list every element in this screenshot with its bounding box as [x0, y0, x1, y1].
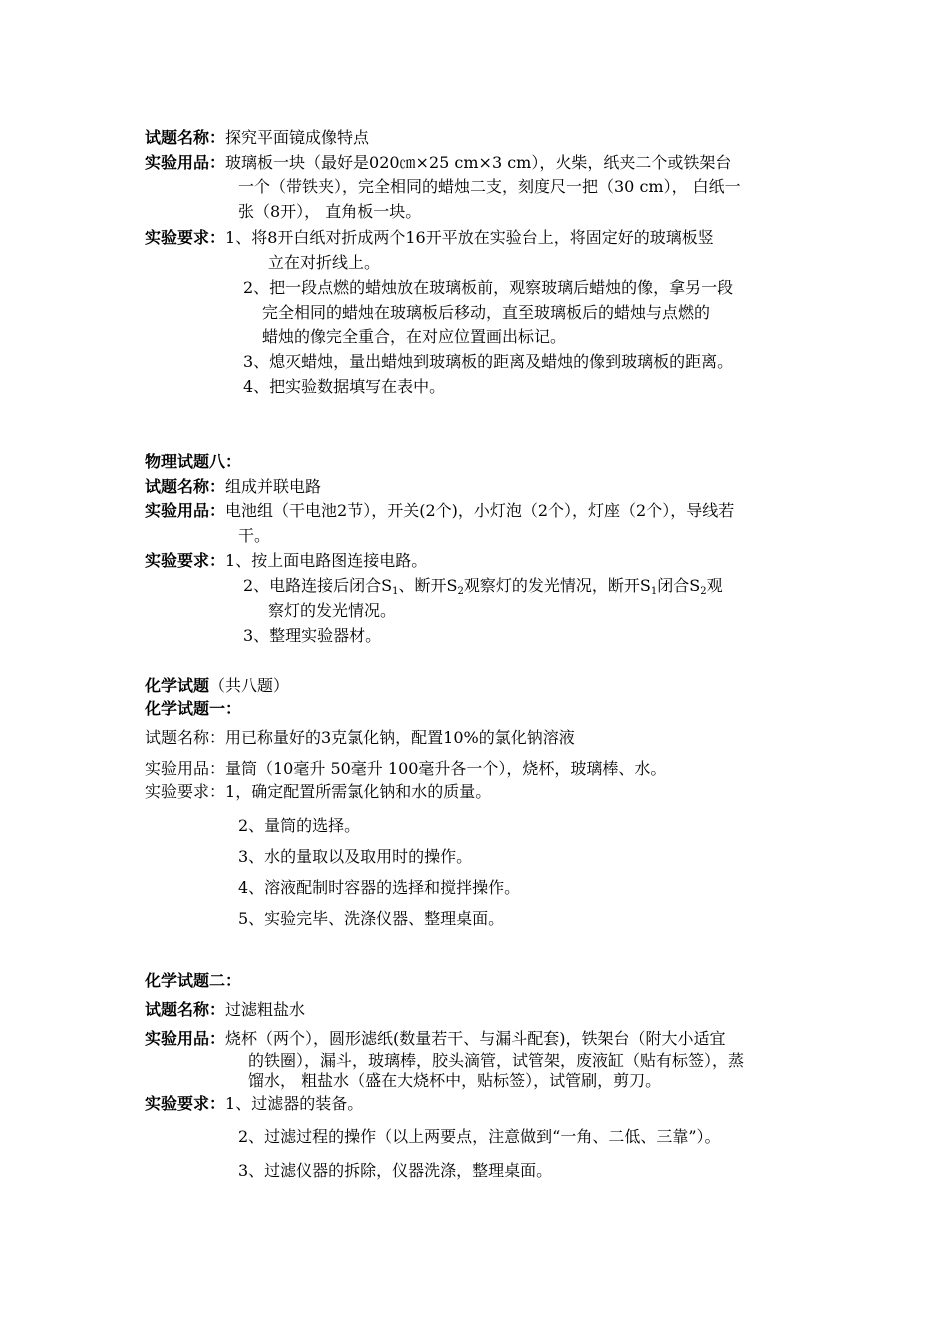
- s1-req-2: 2、把一段点燃的蜡烛放在玻璃板前，观察玻璃后蜡烛的像，拿另一段: [243, 278, 734, 297]
- s1-name-value: 探究平面镜成像特点: [225, 128, 370, 147]
- s2-req-2: [243, 575, 723, 597]
- s2-materials-label: 实验用品：: [145, 501, 226, 520]
- s3-heading-bold: 化学试题: [145, 676, 210, 695]
- s1-req-1-cont: 立在对折线上。: [268, 253, 381, 272]
- s3-heading-rest: （共八题）: [209, 676, 290, 695]
- s4-req-2: 2、过滤过程的操作（以上两要点，注意做到“一角、二低、三靠”）。: [238, 1127, 721, 1146]
- s4-materials-line-1: [145, 1028, 726, 1050]
- s2-requirements-label: 实验要求：: [145, 551, 226, 570]
- s2-materials-line-1: [145, 500, 734, 522]
- s2-req-2-part-b: 、断开S: [398, 576, 458, 595]
- s3-requirements-line-1: [145, 781, 491, 803]
- s3-req-1: 1，确定配置所需氯化钠和水的质量。: [225, 782, 492, 801]
- s3-requirements-label: 实验要求：: [145, 782, 226, 801]
- s4-materials-text: 烧杯（两个），圆形滤纸(数量若干、与漏斗配套)，铁架台（附大小适宜: [225, 1029, 726, 1048]
- s1-name-label: 试题名称：: [145, 128, 226, 147]
- s4-req-3: 3、过滤仪器的拆除，仪器洗涤，整理桌面。: [238, 1161, 553, 1180]
- s2-req-2-sub-3: 1: [650, 586, 658, 597]
- s2-heading: 物理试题八：: [145, 452, 242, 471]
- s4-heading: 化学试题二：: [145, 971, 242, 990]
- s1-name-line: [145, 127, 369, 149]
- s1-materials-line-1: [145, 152, 731, 174]
- s2-materials-text: 电池组（干电池2节），开关(2个)，小灯泡（2个），灯座（2个），导线若: [225, 501, 735, 520]
- s2-materials-line-2: 干。: [238, 526, 271, 545]
- s3-req-4: 4、溶液配制时容器的选择和搅拌操作。: [238, 878, 521, 897]
- s4-name-line: [145, 999, 305, 1021]
- s4-requirements-label: 实验要求：: [145, 1094, 226, 1113]
- s2-name-line: [145, 476, 321, 498]
- s2-name-label: 试题名称：: [145, 477, 226, 496]
- s2-requirements-line-1: [145, 550, 427, 572]
- s2-req-1: 1、按上面电路图连接电路。: [225, 551, 428, 570]
- s4-materials-label: 实验用品：: [145, 1029, 226, 1048]
- s2-req-2-part-d: 闭合S: [657, 576, 701, 595]
- s3-req-5: 5、实验完毕、洗涤仪器、整理桌面。: [238, 909, 505, 928]
- s2-req-2-part-a: 2、电路连接后闭合S: [243, 576, 393, 595]
- s3-heading: [145, 675, 289, 697]
- s1-req-4: 4、把实验数据填写在表中。: [243, 377, 446, 396]
- s2-req-2-sub-1: 1: [392, 586, 399, 597]
- s1-requirements-label: 实验要求：: [145, 228, 226, 247]
- s3-req-2: 2、量筒的选择。: [238, 816, 361, 835]
- s3-sub-heading: 化学试题一：: [145, 699, 242, 718]
- s3-name-line: 试题名称：用已称量好的3克氯化钠，配置10%的氯化钠溶液: [145, 728, 575, 747]
- s1-materials-label: 实验用品：: [145, 153, 226, 172]
- s4-name-label: 试题名称：: [145, 1000, 226, 1019]
- s2-name-value: 组成并联电路: [225, 477, 322, 496]
- s2-req-2-sub-4: 2: [700, 586, 707, 597]
- s1-req-2-cont-2: 蜡烛的像完全重合，在对应位置画出标记。: [262, 327, 567, 346]
- s1-req-1: 1、将8开白纸对折成两个16开平放在实验台上，将固定好的玻璃板竖: [225, 228, 714, 247]
- s3-materials-line: 实验用品：量筒（10毫升 50毫升 100毫升各一个），烧杯，玻璃棒、水。: [145, 759, 667, 778]
- s1-req-3: 3、熄灭蜡烛，量出蜡烛到玻璃板的距离及蜡烛的像到玻璃板的距离。: [243, 352, 734, 371]
- s4-requirements-line-1: [145, 1093, 363, 1115]
- s2-req-2-part-c: 观察灯的发光情况，断开S: [463, 576, 651, 595]
- s1-requirements-line-1: [145, 227, 714, 249]
- s2-req-2-cont: 察灯的发光情况。: [268, 601, 397, 620]
- s2-req-2-part-e: 观: [706, 576, 723, 595]
- s4-req-1: 1、过滤器的装备。: [225, 1094, 364, 1113]
- s3-req-3: 3、水的量取以及取用时的操作。: [238, 847, 473, 866]
- s4-materials-line-3: 馏水， 粗盐水（盛在大烧杯中，贴标签），试管刷，剪刀。: [248, 1071, 662, 1090]
- s4-name-value: 过滤粗盐水: [225, 1000, 306, 1019]
- s1-materials-text: 玻璃板一块（最好是020㎝×25 cm×3 cm），火柴，纸夹二个或铁架台: [225, 153, 732, 172]
- s1-materials-line-2: 一个（带铁夹），完全相同的蜡烛二支，刻度尺一把（30 cm）， 白纸一: [238, 177, 741, 196]
- s2-req-2-sub-2: 2: [457, 586, 464, 597]
- s4-materials-line-2: 的铁圈），漏斗，玻璃棒，胶头滴管，试管架，废液缸（贴有标签），蒸: [248, 1051, 745, 1070]
- s2-req-3: 3、整理实验器材。: [243, 626, 382, 645]
- s1-materials-line-3: 张（8开）， 直角板一块。: [238, 202, 422, 221]
- s1-req-2-cont-1: 完全相同的蜡烛在玻璃板后移动，直至玻璃板后的蜡烛与点燃的: [262, 303, 711, 322]
